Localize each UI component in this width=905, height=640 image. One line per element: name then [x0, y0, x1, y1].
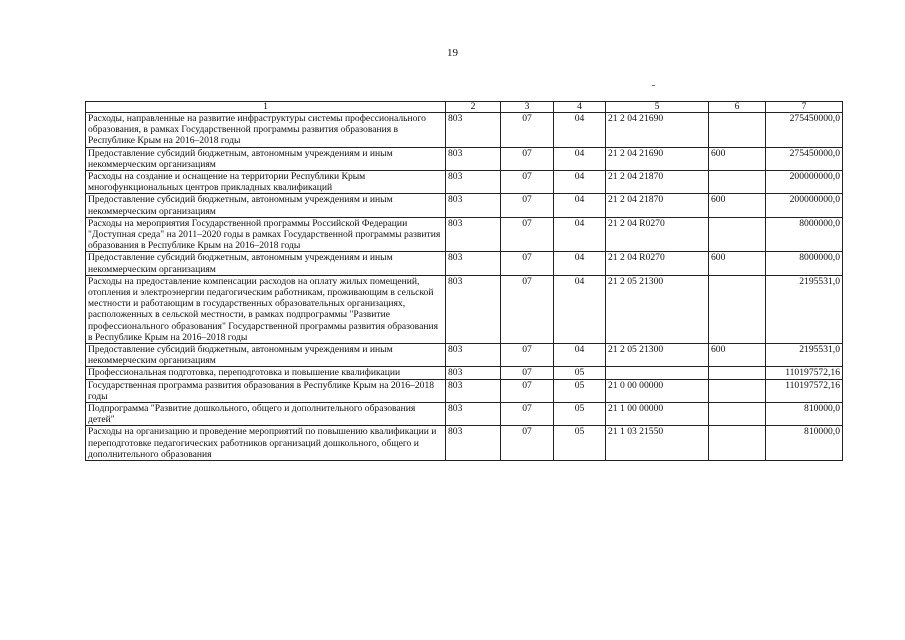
amount-cell: 275450000,0 — [766, 147, 843, 170]
description-cell: Предоставление субсидий бюджетным, автономным учреждениям и иным некоммерческим организациям — [86, 147, 446, 170]
description-cell: Подпрограмма "Развитие дошкольного, общего и дополнительного образования детей" — [86, 403, 446, 426]
amount-cell: 2195531,0 — [766, 344, 843, 367]
section-code-cell: 07 — [501, 367, 554, 379]
description-cell: Предоставление субсидий бюджетным, автономным учреждениям и иным некоммерческим организациям — [86, 252, 446, 275]
section-code-cell: 07 — [501, 252, 554, 275]
expense-type-cell: 600 — [709, 194, 766, 217]
table-row — [86, 113, 843, 148]
chapter-code-cell: 803 — [446, 379, 501, 402]
amount-cell: 8000000,0 — [766, 252, 843, 275]
expense-type-cell: 600 — [709, 344, 766, 367]
target-article-cell: 21 2 04 21870 — [606, 171, 709, 194]
expense-type-cell: 600 — [709, 147, 766, 170]
chapter-code-cell: 803 — [446, 194, 501, 217]
target-article-cell: 21 2 05 21300 — [606, 344, 709, 367]
section-code-cell: 07 — [501, 194, 554, 217]
target-article-cell: 21 1 03 21550 — [606, 426, 709, 461]
subsection-code-cell: 05 — [554, 367, 606, 379]
section-code-cell: 07 — [501, 275, 554, 343]
description-cell: Расходы на создание и оснащение на территории Республики Крым многофункциональных центров прикладных квалификаций — [86, 171, 446, 194]
subsection-code-cell: 04 — [554, 217, 606, 252]
expense-type-cell: 600 — [709, 252, 766, 275]
table-row — [86, 275, 843, 343]
header-row — [86, 102, 843, 113]
amount-cell: 2195531,0 — [766, 275, 843, 343]
chapter-code-cell: 803 — [446, 147, 501, 170]
expense-type-cell — [709, 275, 766, 343]
header-col-2: 2 — [446, 102, 501, 113]
amount-cell: 810000,0 — [766, 426, 843, 461]
expense-type-cell — [709, 367, 766, 379]
subsection-code-cell: 04 — [554, 194, 606, 217]
header-col-6: 6 — [709, 102, 766, 113]
target-article-cell: 21 2 04 21870 — [606, 194, 709, 217]
subsection-code-cell: 04 — [554, 275, 606, 343]
chapter-code-cell: 803 — [446, 426, 501, 461]
table-row — [86, 252, 843, 275]
section-code-cell: 07 — [501, 426, 554, 461]
subsection-code-cell: 04 — [554, 113, 606, 148]
subsection-code-cell: 05 — [554, 379, 606, 402]
amount-cell: 110197572,16 — [766, 367, 843, 379]
target-article-cell: 21 2 04 21690 — [606, 113, 709, 148]
page-number: 19 — [447, 47, 458, 59]
amount-cell: 110197572,16 — [766, 379, 843, 402]
header-col-4: 4 — [554, 102, 606, 113]
subsection-code-cell: 04 — [554, 171, 606, 194]
amount-cell: 200000000,0 — [766, 194, 843, 217]
subsection-code-cell: 04 — [554, 147, 606, 170]
chapter-code-cell: 803 — [446, 367, 501, 379]
scan-artifact — [652, 85, 655, 86]
expense-type-cell — [709, 113, 766, 148]
budget-table — [85, 101, 843, 461]
target-article-cell: 21 2 04 R0270 — [606, 217, 709, 252]
section-code-cell: 07 — [501, 344, 554, 367]
section-code-cell: 07 — [501, 113, 554, 148]
target-article-cell — [606, 367, 709, 379]
header-col-1: 1 — [86, 102, 446, 113]
chapter-code-cell: 803 — [446, 171, 501, 194]
target-article-cell: 21 2 04 R0270 — [606, 252, 709, 275]
target-article-cell: 21 2 05 21300 — [606, 275, 709, 343]
description-cell: Предоставление субсидий бюджетным, автономным учреждениям и иным некоммерческим организациям — [86, 194, 446, 217]
section-code-cell: 07 — [501, 403, 554, 426]
subsection-code-cell: 05 — [554, 426, 606, 461]
target-article-cell: 21 2 04 21690 — [606, 147, 709, 170]
amount-cell: 275450000,0 — [766, 113, 843, 148]
expense-type-cell — [709, 426, 766, 461]
chapter-code-cell: 803 — [446, 403, 501, 426]
expense-type-cell — [709, 217, 766, 252]
section-code-cell: 07 — [501, 379, 554, 402]
table-row — [86, 217, 843, 252]
table-row — [86, 426, 843, 461]
subsection-code-cell: 04 — [554, 252, 606, 275]
amount-cell: 200000000,0 — [766, 171, 843, 194]
description-cell: Расходы на организацию и проведение мероприятий по повышению квалификации и переподготовке педагогических работников организаций дошкольного, общего и дополнительного образования — [86, 426, 446, 461]
target-article-cell: 21 1 00 00000 — [606, 403, 709, 426]
amount-cell: 8000000,0 — [766, 217, 843, 252]
section-code-cell: 07 — [501, 171, 554, 194]
description-cell: Профессиональная подготовка, переподготовка и повышение квалификации — [86, 367, 446, 379]
description-cell: Государственная программа развития образования в Республике Крым на 2016–2018 годы — [86, 379, 446, 402]
table-row — [86, 403, 843, 426]
chapter-code-cell: 803 — [446, 217, 501, 252]
table-row — [86, 194, 843, 217]
chapter-code-cell: 803 — [446, 344, 501, 367]
description-cell: Расходы на мероприятия Государственной программы Российской Федерации "Доступная среда" на 2011–2020 годы в рамках Государственной программы развития образования в Республике Крым на 2016–2018 годы — [86, 217, 446, 252]
description-cell: Предоставление субсидий бюджетным, автономным учреждениям и иным некоммерческим организациям — [86, 344, 446, 367]
subsection-code-cell: 05 — [554, 403, 606, 426]
chapter-code-cell: 803 — [446, 252, 501, 275]
section-code-cell: 07 — [501, 217, 554, 252]
header-col-5: 5 — [606, 102, 709, 113]
table-row — [86, 344, 843, 367]
description-cell: Расходы на предоставление компенсации расходов на оплату жилых помещений, отопления и электроэнергии педагогическим работникам, проживающим в сельской местности и работающим в государственных образовательных организациях, расположенных в сельской местности, в рамках подпрограммы "Развитие профессионального образования" Государственной программы развития образования в Республике Крым на 2016–2018 годы — [86, 275, 446, 343]
table-row — [86, 367, 843, 379]
amount-cell: 810000,0 — [766, 403, 843, 426]
description-cell: Расходы, направленные на развитие инфраструктуры системы профессионального образования, в рамках Государственной программы развития образования в Республике Крым на 2016–2018 годы — [86, 113, 446, 148]
table-row — [86, 379, 843, 402]
chapter-code-cell: 803 — [446, 113, 501, 148]
header-col-7: 7 — [766, 102, 843, 113]
target-article-cell: 21 0 00 00000 — [606, 379, 709, 402]
expense-type-cell — [709, 403, 766, 426]
header-col-3: 3 — [501, 102, 554, 113]
table-row — [86, 147, 843, 170]
table-row — [86, 171, 843, 194]
section-code-cell: 07 — [501, 147, 554, 170]
expense-type-cell — [709, 171, 766, 194]
chapter-code-cell: 803 — [446, 275, 501, 343]
expense-type-cell — [709, 379, 766, 402]
subsection-code-cell: 04 — [554, 344, 606, 367]
